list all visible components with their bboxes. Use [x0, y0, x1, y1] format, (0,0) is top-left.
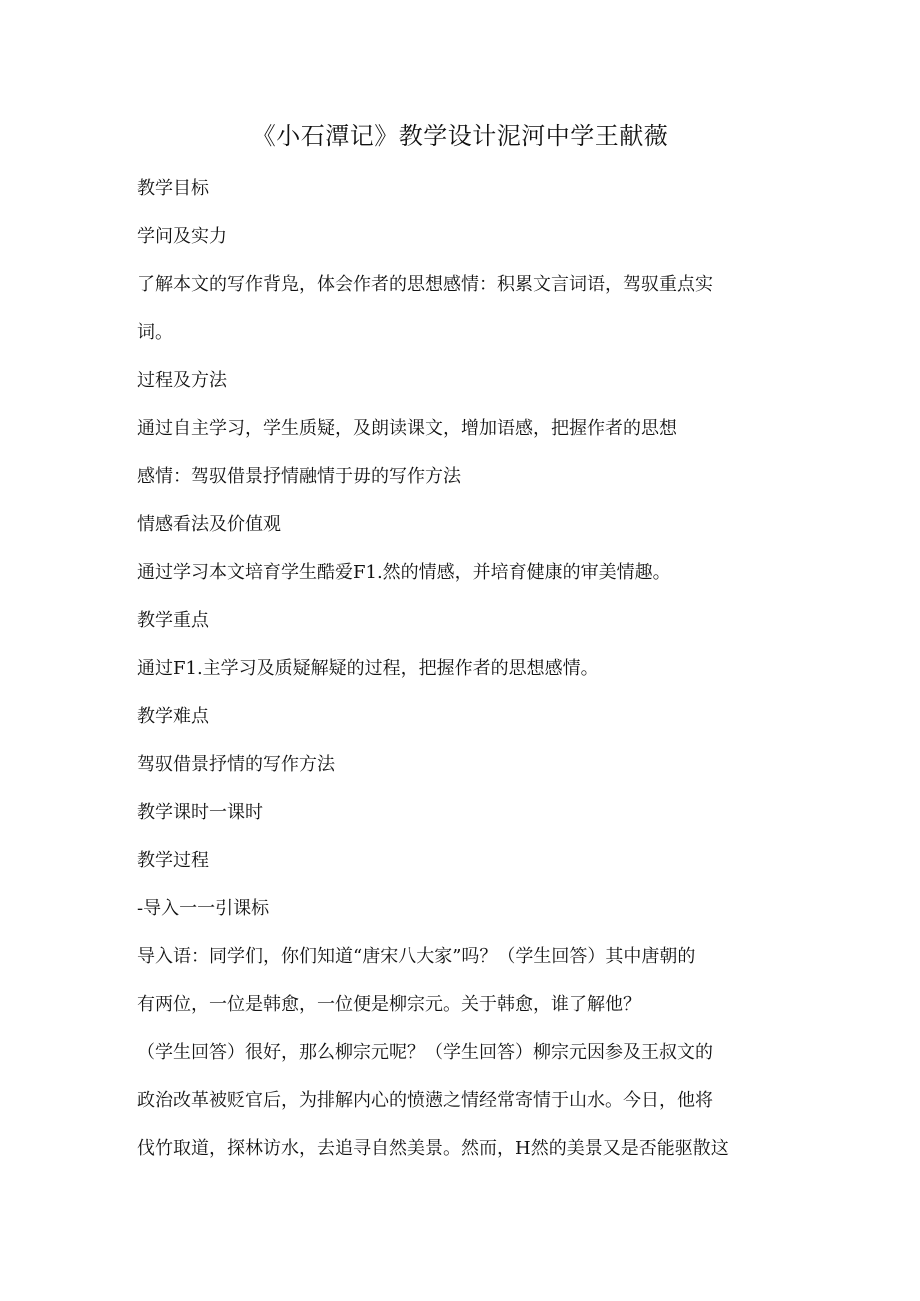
paragraph-line: 政治改革被贬官后，为排解内心的愤懑之情经常寄情于山水。今日，他将	[137, 1090, 713, 1111]
paragraph-line: 了解本文的写作背凫，体会作者的思想感情：积累文言词语，驾驭重点实	[137, 274, 713, 295]
section-heading-class-hours: 教学课时一课时	[137, 802, 263, 823]
section-heading-difficulties: 教学难点	[137, 706, 209, 727]
paragraph-line: 词。	[137, 322, 173, 343]
paragraph-line: 感情：驾驭借景抒情融情于毋的写作方法	[137, 466, 461, 487]
paragraph-line: 驾驭借景抒情的写作方法	[137, 754, 335, 775]
subheading-process-method: 过程及方法	[137, 370, 227, 391]
paragraph-line: 通过自主学习，学生质疑，及朗读课文，增加语感，把握作者的思想	[137, 418, 677, 439]
document-title: 《小石潭记》教学设计泥河中学王献薇	[251, 122, 669, 150]
paragraph-line: 伐竹取道，探林访水，去追寻自然美景。然而，H然的美景又是否能驱散这	[137, 1138, 729, 1159]
section-heading-teaching-process: 教学过程	[137, 850, 209, 871]
subheading-introduction: -导入一一引课标	[137, 898, 270, 919]
subheading-knowledge-ability: 学问及实力	[137, 226, 227, 247]
paragraph-line: 通过学习本文培育学生酷爱F1.然的情感，并培育健康的审美情趣。	[137, 562, 671, 583]
paragraph-line: 导入语：同学们，你们知道“唐宋八大家”吗？（学生回答）其中唐朝的	[137, 946, 696, 967]
section-heading-teaching-goals: 教学目标	[137, 178, 209, 199]
subheading-emotion-values: 情感看法及价值观	[137, 514, 281, 535]
paragraph-line: 通过F1.主学习及质疑解疑的过程，把握作者的思想感情。	[137, 658, 599, 679]
document-body	[137, 165, 787, 1173]
section-heading-key-points: 教学重点	[137, 610, 209, 631]
paragraph-line: （学生回答）很好，那么柳宗元呢？（学生回答）柳宗元因参及王叔文的	[137, 1042, 713, 1063]
paragraph-line: 有两位，一位是韩愈，一位便是柳宗元。关于韩愈，谁了解他？	[137, 994, 641, 1015]
